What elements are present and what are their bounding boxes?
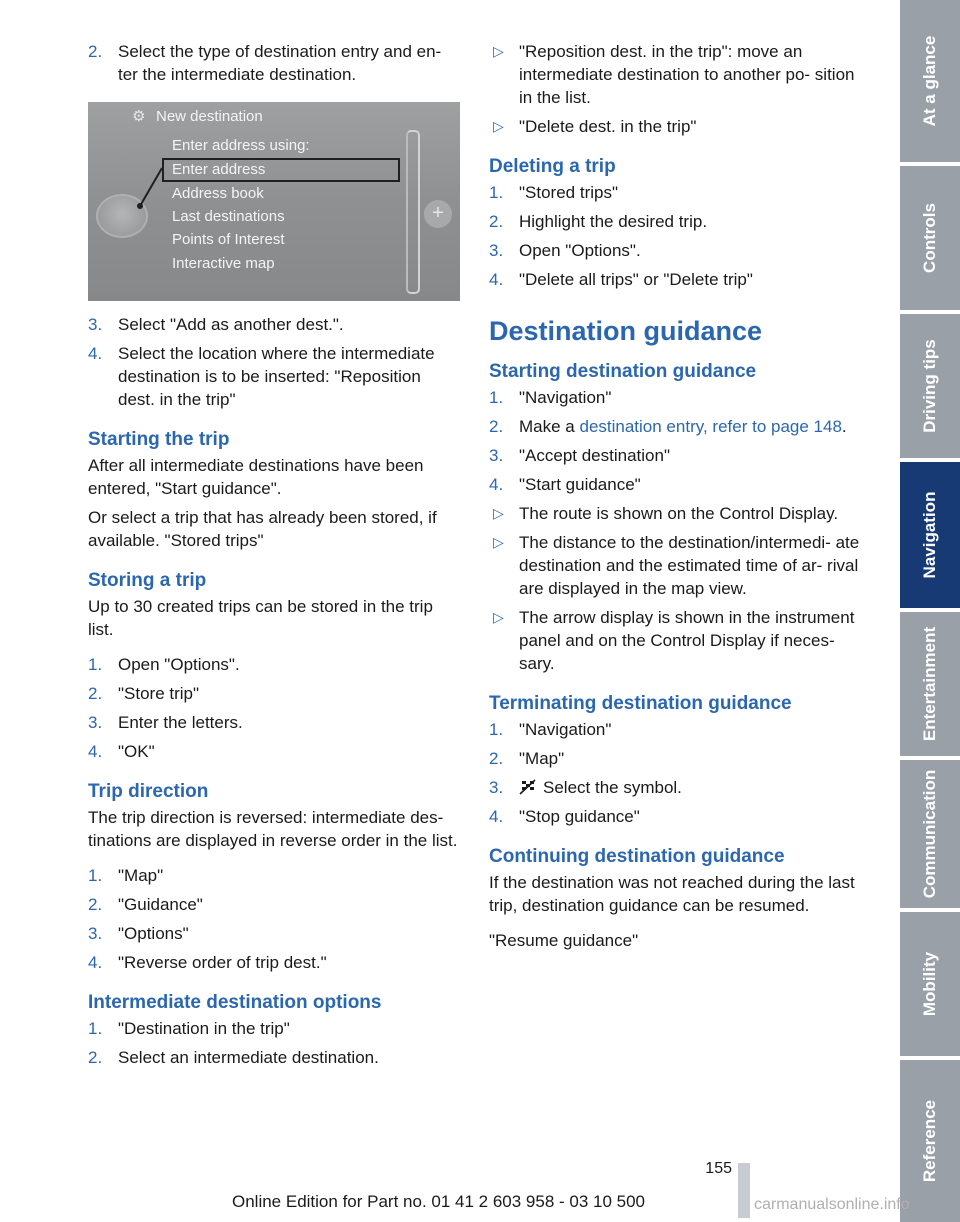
bullet-text: The route is shown on the Control Display. <box>519 504 839 523</box>
section-heading: Starting the trip <box>88 429 230 450</box>
step-text: "OK" <box>118 742 155 761</box>
list-item <box>489 239 862 262</box>
step-number: 2. <box>88 895 103 914</box>
list-item <box>88 711 462 734</box>
tab-label: Reference <box>920 1099 939 1183</box>
tab-label: Navigation <box>920 491 939 579</box>
bullet-text: The arrow display is shown in the instrument panel and on the Control Display if neces‐ sary. <box>519 608 855 673</box>
step-text: "Stop guidance" <box>519 807 640 826</box>
zoom-plus-icon: + <box>424 200 452 228</box>
step-text: "Stored trips" <box>519 183 618 202</box>
list-item <box>88 313 462 336</box>
bullet-item <box>489 531 862 600</box>
step-number: 1. <box>88 1019 103 1038</box>
step-text: Select the symbol. <box>543 778 682 797</box>
section-heading: Starting destination guidance <box>489 361 757 382</box>
screen-menu-item: Points of Interest <box>172 231 285 248</box>
step-number: 1. <box>489 183 504 202</box>
list-item <box>489 718 862 741</box>
tab-label: Driving tips <box>920 339 939 433</box>
bullet-item <box>489 40 862 109</box>
tab-mobility[interactable] <box>900 912 960 1056</box>
section-heading: Deleting a trip <box>489 156 616 177</box>
list-item <box>88 740 462 763</box>
step-text: Open "Options". <box>519 241 641 260</box>
step-text: Select the type of destination entry and en‐ ter the intermediate destination. <box>118 42 442 84</box>
step-number: 2. <box>88 1048 103 1067</box>
step-number: 4. <box>489 270 504 289</box>
step-number: 1. <box>88 866 103 885</box>
tab-label: Mobility <box>920 951 939 1017</box>
list-item <box>88 342 462 411</box>
step-number: 2. <box>489 212 504 231</box>
step-text: "Start guidance" <box>519 475 641 494</box>
tab-communication[interactable] <box>900 760 960 908</box>
list-item <box>88 682 462 705</box>
step-text: "Reverse order of trip dest." <box>118 953 327 972</box>
step-number: 3. <box>88 924 103 943</box>
list-item <box>489 444 862 467</box>
screen-menu-item: Interactive map <box>172 255 275 272</box>
step-number: 4. <box>88 344 103 363</box>
paragraph: Up to 30 created trips can be stored in the trip list. <box>88 597 433 639</box>
step-text: "Delete all trips" or "Delete trip" <box>519 270 753 289</box>
step-text: "Map" <box>519 749 565 768</box>
list-item <box>88 922 462 945</box>
list-item <box>489 415 862 438</box>
section-heading: Intermediate destination options <box>88 992 382 1013</box>
section-heading: Storing a trip <box>88 570 207 591</box>
step-text-suffix: . <box>841 417 847 436</box>
step-text: "Options" <box>118 924 189 943</box>
section-heading: Terminating destination guidance <box>489 693 792 714</box>
section-heading: Continuing destination guidance <box>489 846 785 867</box>
tab-navigation[interactable] <box>900 462 960 608</box>
tab-label: Controls <box>920 203 939 273</box>
step-number: 3. <box>88 713 103 732</box>
chapter-sidebar <box>900 0 960 1222</box>
list-item <box>88 1046 462 1069</box>
step-text: "Map" <box>118 866 164 885</box>
tab-label: Communication <box>920 769 939 899</box>
scroll-bar-graphic <box>406 130 420 294</box>
page-number: 155 <box>705 1160 732 1177</box>
list-item <box>489 805 862 828</box>
step-number: 2. <box>88 42 103 61</box>
step-text-prefix: Make a <box>519 417 580 436</box>
step-text: Highlight the desired trip. <box>519 212 708 231</box>
screen-menu-item: Enter address <box>172 161 266 178</box>
triangle-bullet-icon: ▷ <box>493 534 504 550</box>
triangle-bullet-icon: ▷ <box>493 43 504 59</box>
list-item <box>88 864 462 887</box>
navigation-screen-image <box>88 102 460 301</box>
paragraph: "Resume guidance" <box>489 931 639 950</box>
left-column <box>88 40 462 1075</box>
bullet-item <box>489 502 862 525</box>
step-text: Open "Options". <box>118 655 240 674</box>
gear-icon: ⚙ <box>132 108 146 125</box>
bullet-text: "Delete dest. in the trip" <box>519 117 697 136</box>
paragraph: Or select a trip that has already been stored, if available. "Stored trips" <box>88 508 437 550</box>
list-item <box>88 951 462 974</box>
list-item <box>88 40 462 86</box>
stop-guidance-flag-icon <box>519 779 537 795</box>
step-number: 2. <box>88 684 103 703</box>
step-number: 3. <box>489 446 504 465</box>
tab-driving-tips[interactable] <box>900 314 960 458</box>
chapter-title: Destination guidance <box>489 316 763 346</box>
list-item <box>489 386 862 409</box>
step-text: Enter the letters. <box>118 713 243 732</box>
tab-controls[interactable] <box>900 166 960 310</box>
tab-entertainment[interactable] <box>900 612 960 756</box>
pointer-line-icon <box>88 102 460 301</box>
step-text: Select "Add as another dest.". <box>118 315 344 334</box>
paragraph: After all intermediate destinations have been entered, "Start guidance". <box>88 456 424 498</box>
step-number: 2. <box>489 749 504 768</box>
right-column <box>489 40 862 958</box>
bullet-text: The distance to the destination/intermedi‐ ate destination and the estimated time of ar‐ rival are displayed in the map view. <box>519 533 860 598</box>
list-item <box>489 776 862 799</box>
screen-title: New destination <box>156 108 263 125</box>
page-reference-link[interactable]: destination entry, refer to page 148 <box>579 417 842 436</box>
step-number: 3. <box>489 778 504 797</box>
list-item <box>489 181 862 204</box>
tab-at-a-glance[interactable] <box>900 0 960 162</box>
step-text: "Store trip" <box>118 684 200 703</box>
step-text: Select an intermediate destination. <box>118 1048 379 1067</box>
watermark: carmanualsonline.info <box>754 1196 910 1213</box>
step-text: "Destination in the trip" <box>118 1019 290 1038</box>
step-number: 4. <box>88 953 103 972</box>
paragraph: If the destination was not reached during the last trip, destination guidance can be resumed. <box>489 873 855 915</box>
step-number: 1. <box>489 720 504 739</box>
step-number: 1. <box>88 655 103 674</box>
step-text: "Navigation" <box>519 720 612 739</box>
footer-edition: Online Edition for Part no. 01 41 2 603 958 - 03 10 500 <box>232 1192 646 1211</box>
tab-label: Entertainment <box>920 626 939 742</box>
page-marker-bar <box>738 1163 750 1218</box>
triangle-bullet-icon: ▷ <box>493 505 504 521</box>
screen-menu-item: Enter address using: <box>172 137 310 154</box>
paragraph: The trip direction is reversed: intermediate des‐ tinations are displayed in reverse order in the list. <box>88 808 458 850</box>
step-text: "Guidance" <box>118 895 203 914</box>
list-item <box>88 1017 462 1040</box>
list-item <box>88 893 462 916</box>
triangle-bullet-icon: ▷ <box>493 118 504 134</box>
step-number: 2. <box>489 417 504 436</box>
screen-menu-item: Last destinations <box>172 208 285 225</box>
step-text: "Navigation" <box>519 388 612 407</box>
screen-menu-item: Address book <box>172 185 264 202</box>
step-number: 4. <box>489 807 504 826</box>
triangle-bullet-icon: ▷ <box>493 609 504 625</box>
section-heading: Trip direction <box>88 781 209 802</box>
list-item <box>489 473 862 496</box>
bullet-item <box>489 115 862 138</box>
bullet-item <box>489 606 862 675</box>
step-number: 4. <box>88 742 103 761</box>
list-item <box>489 210 862 233</box>
bullet-text: "Reposition dest. in the trip": move an intermediate destination to another po‐ sition in the list. <box>519 42 855 107</box>
list-item <box>489 747 862 770</box>
list-item <box>489 268 862 291</box>
step-number: 3. <box>88 315 103 334</box>
step-number: 1. <box>489 388 504 407</box>
list-item <box>88 653 462 676</box>
step-number: 4. <box>489 475 504 494</box>
step-text: "Accept destination" <box>519 446 670 465</box>
step-number: 3. <box>489 241 504 260</box>
tab-label: At a glance <box>920 35 939 127</box>
step-text: Select the location where the intermediate destination is to be inserted: "Reposition dest. in the trip" <box>118 344 435 409</box>
